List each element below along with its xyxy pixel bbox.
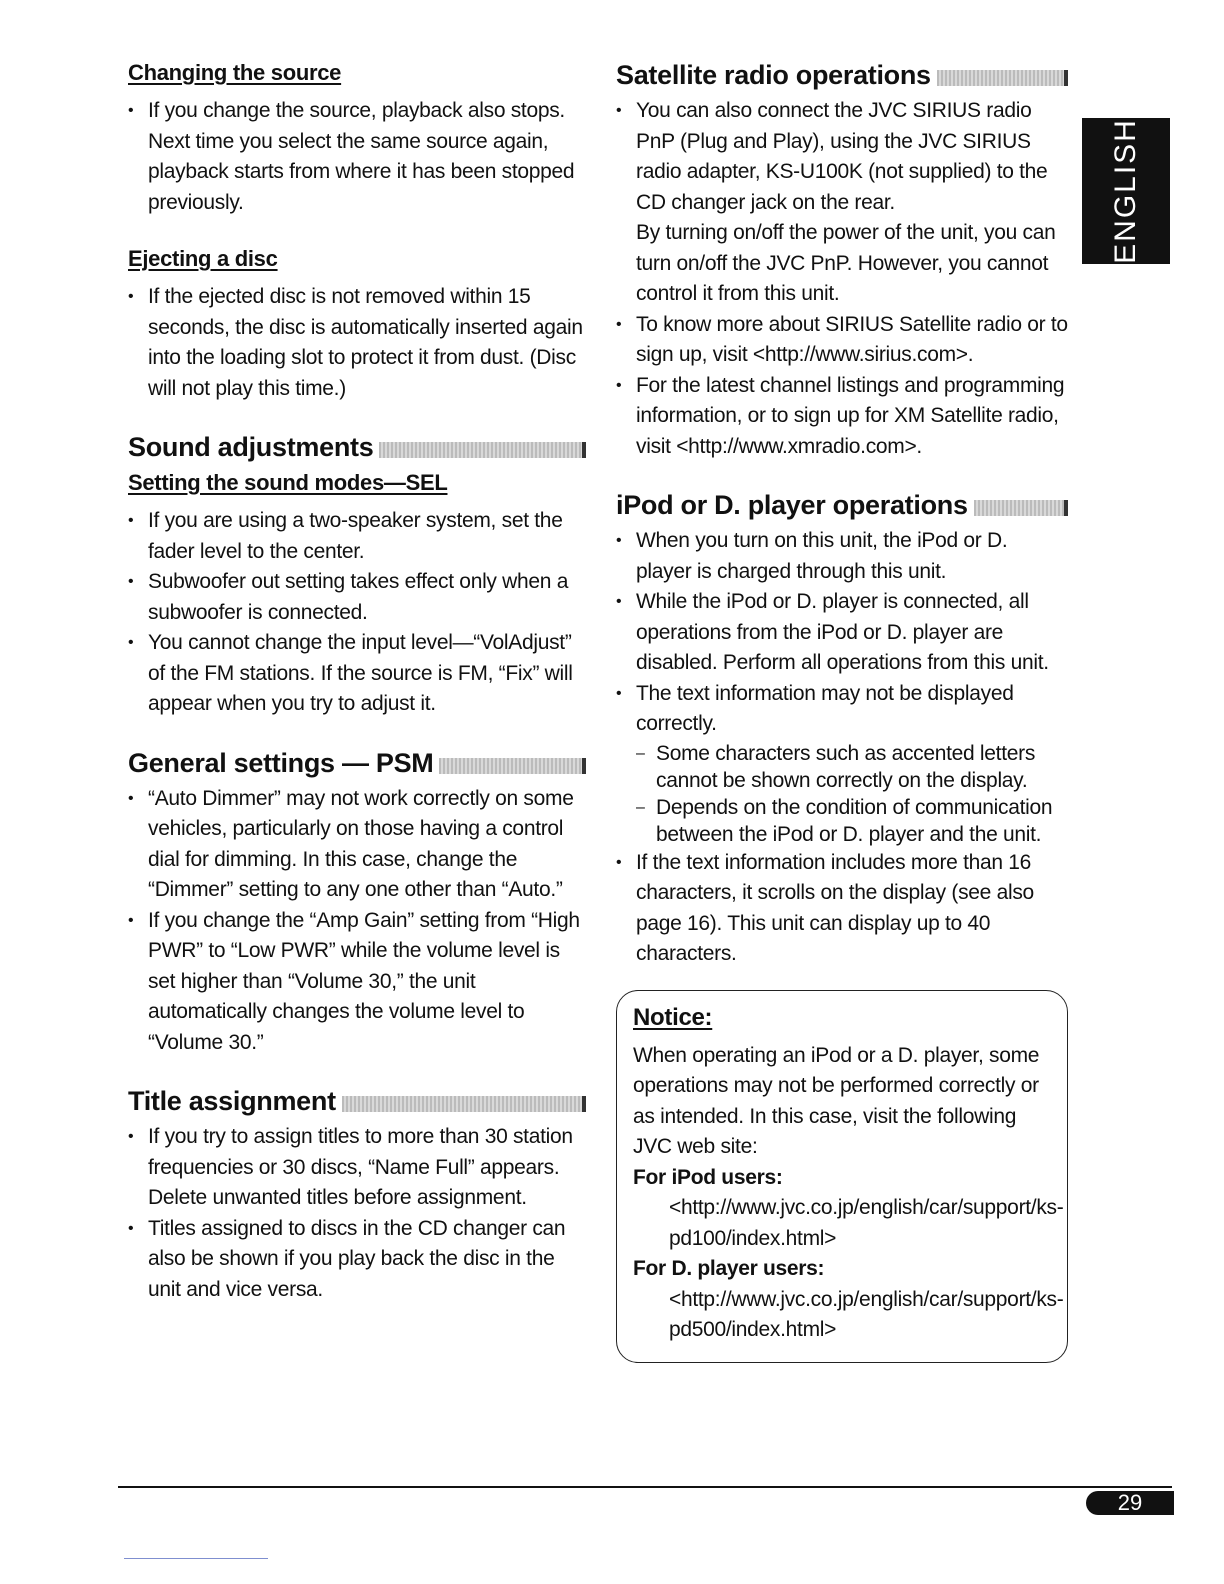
list-item: • Subwoofer out setting takes effect only when a subwoofer is connected.: [128, 567, 586, 628]
right-column: [616, 58, 1068, 1363]
list-item: • When you turn on this unit, the iPod or D. player is charged through this unit.: [616, 526, 1068, 587]
language-tab-label: ENGLISH: [1109, 118, 1142, 264]
list-item: • Titles assigned to discs in the CD changer can also be shown if you play back the disc in the unit and vice versa.: [128, 1214, 586, 1306]
section-title: Satellite radio operations: [616, 60, 931, 90]
dash-item: – Some characters such as accented letters cannot be shown correctly on the display.: [636, 740, 1068, 794]
list-item-text: You can also connect the JVC SIRIUS radio PnP (Plug and Play), using the JVC SIRIUS radio adapter, KS-U100K (not supplied) to the CD changer jack on the rear.: [636, 99, 1048, 214]
ipod-list: [616, 526, 1068, 970]
list-item: • “Auto Dimmer” may not work correctly on some vehicles, particularly on those having a control dial for dimming. In this case, change the “Dimmer” setting to any one other than “Auto.”: [128, 784, 586, 906]
list-item-text: The text information may not be displayed correctly.: [636, 681, 1014, 735]
list-item: [616, 96, 1068, 310]
notice-ipod-ref: [633, 1163, 1064, 1255]
list-item: • If you try to assign titles to more than 30 station frequencies or 30 discs, “Name Full” appears. Delete unwanted titles before assignment.: [128, 1122, 586, 1214]
ejecting-disc-heading: Ejecting a disc: [128, 246, 278, 271]
sound-adjustments-list: [128, 506, 586, 720]
list-item: • If you are using a two-speaker system, set the fader level to the center.: [128, 506, 586, 567]
section-bar: [974, 500, 1068, 516]
dash-item: – Depends on the condition of communication between the iPod or D. player and the unit.: [636, 794, 1068, 848]
list-item: • If the ejected disc is not removed within 15 seconds, the disc is automatically inserted again into the loading slot to protect it from dust. (Disc will not play this time.): [128, 282, 586, 404]
dplayer-users-link[interactable]: <http://www.jvc.co.jp/english/car/support/ks-pd500/index.html>: [669, 1287, 1064, 1341]
section-title: General settings — PSM: [128, 747, 434, 778]
list-item: • For the latest channel listings and programming information, or to sign up for XM Satellite radio, visit <http://www.xmradio.com>.: [616, 371, 1068, 463]
general-settings-list: [128, 784, 586, 1059]
ipod-users-link[interactable]: <http://www.jvc.co.jp/english/car/support/ks-pd100/index.html>: [669, 1196, 1064, 1250]
sound-modes-subheading: Setting the sound modes—SEL: [128, 470, 448, 495]
list-item: • If the text information includes more than 16 characters, it scrolls on the display (see also page 16). This unit can display up to 40 characters.: [616, 848, 1068, 970]
list-item: • If you change the “Amp Gain” setting from “High PWR” to “Low PWR” while the volume level is set higher than “Volume 30,” the unit automatically changes the volume level to “Volume 30.”: [128, 906, 586, 1059]
ejecting-disc-list: [128, 282, 586, 404]
section-bar: [439, 758, 586, 774]
left-column: [128, 58, 586, 1305]
satellite-heading: [616, 58, 1068, 92]
notice-title: Notice:: [633, 1003, 713, 1031]
list-item: • You cannot change the input level—“VolAdjust” of the FM stations. If the source is FM, “Fix” will appear when you try to adjust it.: [128, 628, 586, 720]
ipod-users-label: For iPod users:: [633, 1165, 783, 1189]
satellite-list: [616, 96, 1068, 462]
dash-list: [636, 740, 1068, 848]
list-item: [616, 679, 1068, 848]
scan-artifact-line: [124, 1558, 268, 1559]
section-bar: [379, 442, 586, 458]
list-item-continuation: By turning on/off the power of the unit, you can turn on/off the JVC PnP. However, you cannot control it from this unit.: [636, 221, 1056, 305]
notice-dplayer-ref: [633, 1254, 1064, 1346]
page-number: 29: [1086, 1491, 1174, 1515]
changing-source-list: [128, 96, 586, 218]
language-tab: [1082, 118, 1170, 264]
notice-body: When operating an iPod or a D. player, some operations may not be performed correctly or as intended. In this case, visit the following JVC web site:: [633, 1043, 1040, 1158]
ipod-heading: [616, 488, 1068, 522]
list-item: • While the iPod or D. player is connected, all operations from the iPod or D. player are disabled. Perform all operations from this unit.: [616, 587, 1068, 679]
title-assignment-heading: [128, 1084, 586, 1118]
list-item: • If you change the source, playback also stops. Next time you select the same source again, playback starts from where it has been stopped previously.: [128, 96, 586, 218]
dplayer-users-label: For D. player users:: [633, 1257, 825, 1280]
list-item: • To know more about SIRIUS Satellite radio or to sign up, visit <http://www.sirius.com>.: [616, 310, 1068, 371]
section-title: iPod or D. player operations: [616, 490, 968, 520]
general-settings-heading: [128, 746, 586, 780]
title-assignment-list: [128, 1122, 586, 1305]
section-title: Title assignment: [128, 1086, 336, 1116]
section-bar: [342, 1096, 586, 1112]
section-bar: [937, 70, 1068, 86]
section-title: Sound adjustments: [128, 432, 374, 462]
footer-rule: [118, 1486, 1172, 1488]
notice-box: [616, 990, 1068, 1363]
sound-adjustments-heading: [128, 430, 586, 464]
changing-source-heading: Changing the source: [128, 60, 342, 85]
